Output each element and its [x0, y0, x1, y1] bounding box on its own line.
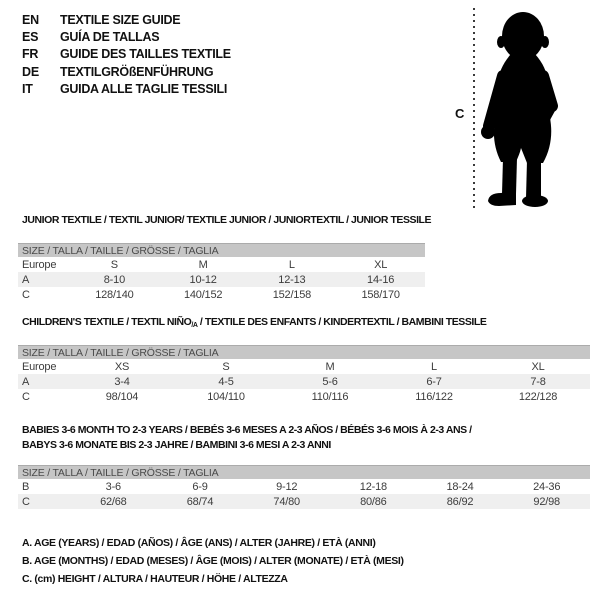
size-cell: XL — [374, 258, 388, 271]
children-title-subscript: /A — [191, 322, 198, 329]
height-cell: 62/68 — [100, 495, 127, 508]
age-cell: 24-36 — [533, 480, 561, 493]
size-header-bar: SIZE / TALLA / TAILLE / GRÖSSE / TAGLIA — [18, 243, 425, 257]
row-label: Europe — [22, 258, 57, 271]
language-row-es — [22, 28, 231, 45]
language-row-en — [22, 11, 231, 28]
language-row-it — [22, 80, 231, 97]
size-cell: S — [110, 258, 118, 271]
age-cell: 18-24 — [446, 480, 474, 493]
height-cell: 140/152 — [183, 288, 223, 301]
legend-line-b: B. AGE (MONTHS) / EDAD (MESES) / ÂGE (MOIS) / ALTER (MONATE) / ETÀ (MESI) — [22, 555, 404, 567]
babies-table-title — [22, 423, 472, 453]
age-cell: 12-18 — [359, 480, 387, 493]
height-cell: 98/104 — [105, 390, 139, 403]
row-label: Europe — [22, 360, 57, 373]
children-table-title — [22, 316, 486, 329]
age-cell: 12-13 — [278, 273, 306, 286]
height-measure-label: C — [455, 106, 465, 121]
row-label: C — [22, 288, 30, 301]
size-cell: L — [431, 360, 437, 373]
size-cell: M — [198, 258, 208, 271]
language-code: ES — [22, 29, 39, 44]
height-cell: 128/140 — [95, 288, 134, 301]
age-cell: 6-7 — [426, 375, 442, 388]
children-size-table — [18, 345, 590, 404]
age-cell: 7-8 — [530, 375, 546, 388]
language-list — [22, 11, 231, 97]
size-header-bar: SIZE / TALLA / TAILLE / GRÖSSE / TAGLIA — [18, 465, 590, 479]
baby-toddler-silhouette-icon — [479, 8, 569, 208]
size-cell: S — [222, 360, 230, 373]
size-cell: XS — [114, 360, 130, 373]
legend-line-c: C. (cm) HEIGHT / ALTURA / HAUTEUR / HÖHE / ALTEZZA — [22, 573, 288, 585]
height-cell: 80/86 — [360, 495, 387, 508]
language-label: GUIDE DES TAILLES TEXTILE — [60, 47, 231, 62]
table-row-age — [18, 272, 425, 287]
table-row-height — [18, 389, 590, 404]
row-label: C — [22, 390, 30, 403]
age-cell: 14-16 — [367, 273, 395, 286]
size-cell: L — [288, 258, 295, 271]
babies-title-line1: BABIES 3-6 MONTH TO 2-3 YEARS / BEBÉS 3-6 MESES A 2-3 AÑOS / BÉBÉS 3-6 MOIS À 2-3 ANS / — [22, 424, 472, 436]
size-cell: M — [325, 360, 335, 373]
height-cell: 86/92 — [446, 495, 474, 508]
age-cell: 6-9 — [192, 480, 208, 493]
language-row-fr — [22, 46, 231, 63]
language-row-de — [22, 63, 231, 80]
height-cell: 68/74 — [186, 495, 214, 508]
height-cell: 152/158 — [272, 288, 312, 301]
age-cell: 3-4 — [114, 375, 130, 388]
language-label: TEXTILE SIZE GUIDE — [60, 12, 181, 27]
table-row-height — [18, 287, 425, 302]
size-cell: XL — [531, 360, 545, 373]
table-row-europe — [18, 359, 590, 374]
age-cell: 3-6 — [105, 480, 121, 493]
measurement-legend — [22, 534, 404, 588]
junior-size-table — [18, 243, 425, 302]
height-dotted-line — [473, 8, 475, 211]
children-title-post: / TEXTILE DES ENFANTS / KINDERTEXTIL / BAMBINI TESSILE — [197, 316, 487, 328]
row-label: B — [22, 480, 30, 493]
language-code: DE — [22, 64, 39, 79]
table-row-europe — [18, 257, 425, 272]
size-header-bar: SIZE / TALLA / TAILLE / GRÖSSE / TAGLIA — [18, 345, 590, 359]
legend-line-a: A. AGE (YEARS) / EDAD (AÑOS) / ÂGE (ANS) / ALTER (JAHRE) / ETÀ (ANNI) — [22, 537, 376, 549]
language-code: EN — [22, 12, 39, 27]
height-cell: 158/170 — [361, 288, 400, 301]
age-cell: 8-10 — [103, 273, 125, 286]
height-cell: 74/80 — [273, 495, 300, 508]
language-code: IT — [22, 81, 33, 96]
babies-title-line2: BABYS 3-6 MONATE BIS 2-3 JAHRE / BAMBINI 3-6 MESI A 2-3 ANNI — [22, 439, 331, 451]
language-label: GUÍA DE TALLAS — [60, 29, 160, 44]
babies-size-table — [18, 465, 590, 509]
age-cell: 10-12 — [189, 273, 217, 286]
children-title-pre: CHILDREN'S TEXTILE / TEXTIL NIÑO — [22, 316, 192, 328]
row-label: C — [22, 495, 30, 508]
table-row-height — [18, 494, 590, 509]
age-cell: 9-12 — [276, 480, 298, 493]
height-cell: 122/128 — [518, 390, 558, 403]
age-cell: 4-5 — [218, 375, 234, 388]
language-code: FR — [22, 47, 39, 62]
junior-table-title: JUNIOR TEXTILE / TEXTIL JUNIOR/ TEXTILE JUNIOR / JUNIORTEXTIL / JUNIOR TESSILE — [22, 214, 432, 226]
table-row-age — [18, 374, 590, 389]
row-label: A — [22, 375, 30, 388]
height-cell: 104/110 — [207, 390, 245, 403]
table-row-age-months — [18, 479, 590, 494]
height-cell: 92/98 — [533, 495, 560, 508]
height-cell: 116/122 — [415, 390, 453, 403]
language-label: GUIDA ALLE TAGLIE TESSILI — [60, 81, 228, 96]
age-cell: 5-6 — [322, 375, 338, 388]
row-label: A — [22, 273, 30, 286]
language-label: TEXTILGRÖßENFÜHRUNG — [60, 64, 214, 79]
height-cell: 110/116 — [311, 390, 349, 403]
